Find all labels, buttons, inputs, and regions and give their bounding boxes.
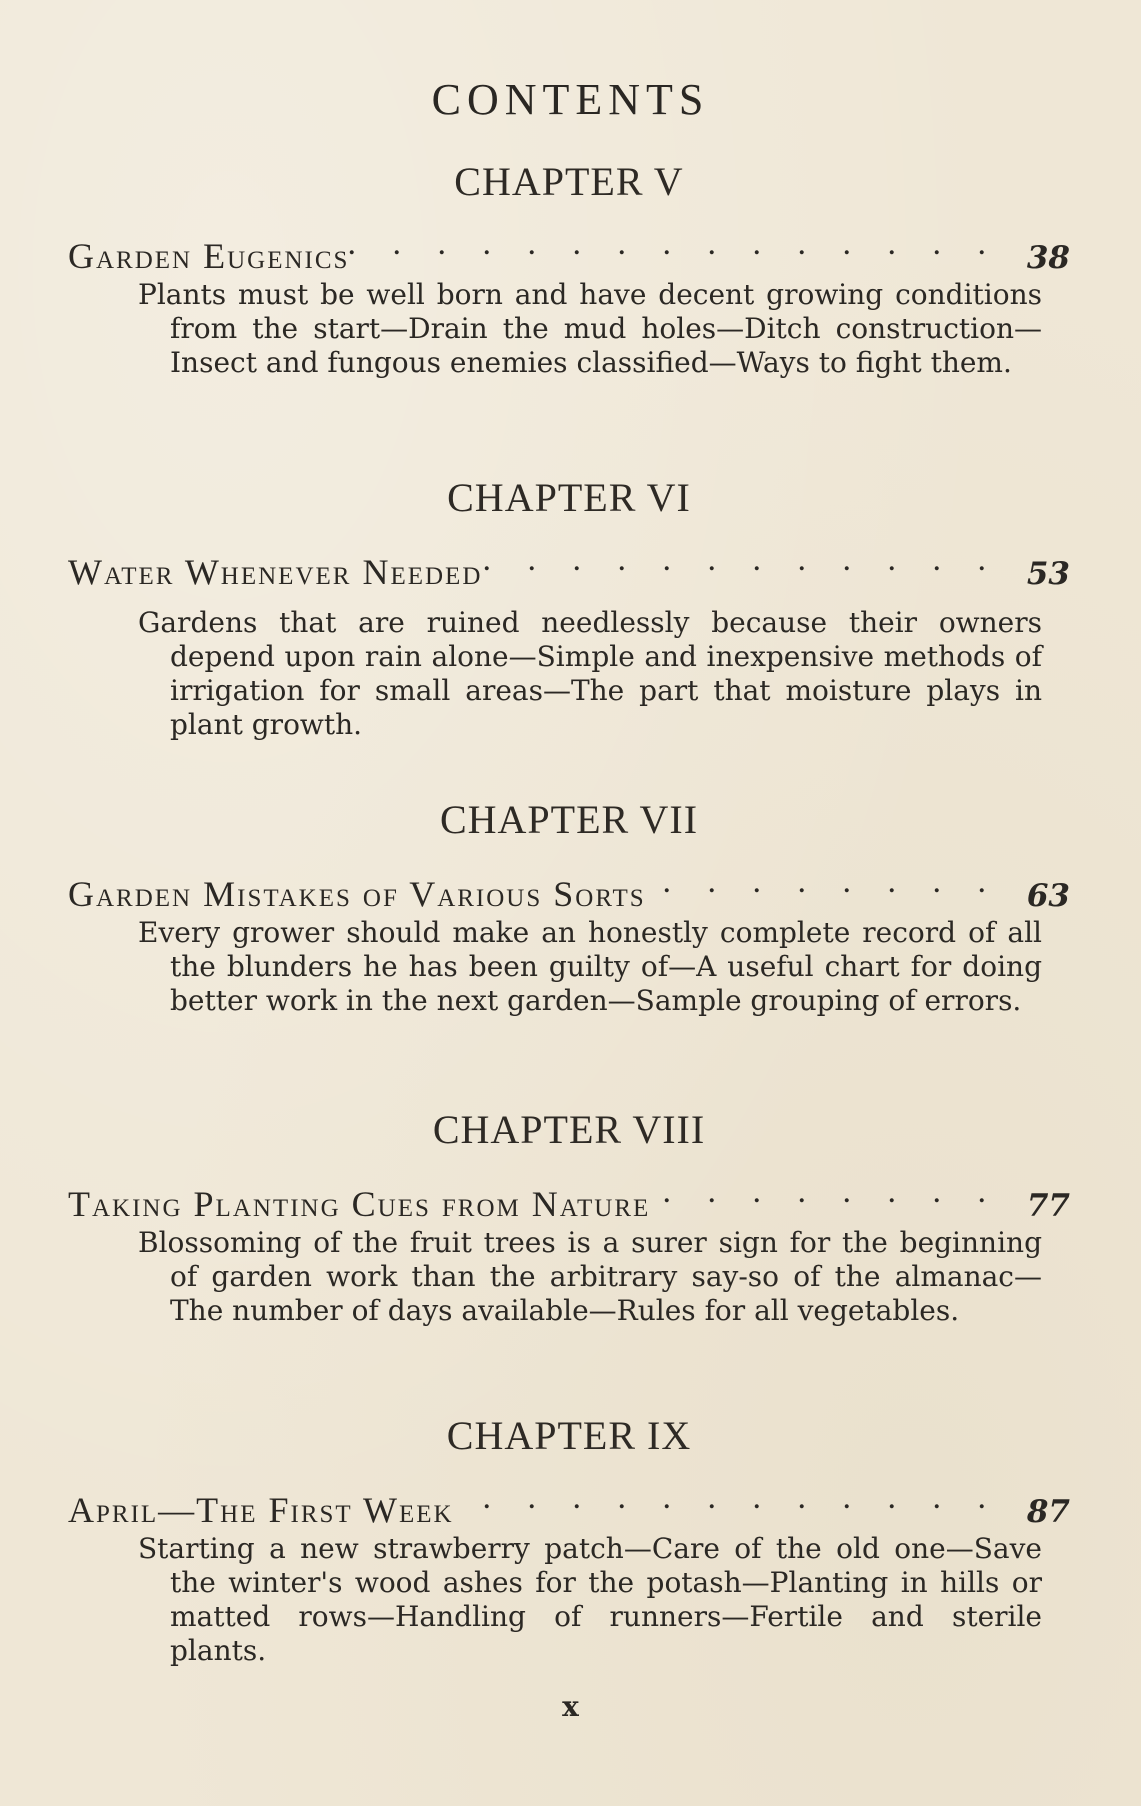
chapter-heading: CHAPTER VI	[447, 475, 691, 520]
page-number: 77	[1026, 1188, 1070, 1224]
page-number: 63	[1026, 878, 1070, 914]
page-number: 53	[1026, 556, 1070, 592]
summary-text: Starting a new strawberry patch—Care of the old one—Save the winter's wood ashes for the potash—Planting in hills or matted rows—Handling of runners—Fertile and sterile plants.	[138, 1532, 1042, 1667]
chapter-block	[68, 796, 1070, 1018]
dot-leader	[482, 536, 1026, 584]
chapter-block	[68, 474, 1070, 742]
entry-summary	[138, 278, 1042, 380]
chapter-block	[68, 158, 1070, 380]
summary-text: Every grower should make an honestly complete record of all the blunders he has been guilty of—A useful chart for doing better work in the next garden—Sample grouping of errors.	[138, 916, 1042, 1017]
dot-leader	[650, 1168, 1026, 1216]
page-number: 38	[1026, 240, 1070, 276]
dot-leader	[349, 220, 1026, 268]
chapter-heading: CHAPTER VII	[439, 797, 699, 842]
entry-summary	[138, 606, 1042, 742]
chapter-heading: CHAPTER VIII	[432, 1107, 706, 1152]
toc-entry	[68, 1474, 1070, 1530]
entry-title: Garden Mistakes of Various Sorts	[68, 874, 646, 914]
entry-summary	[138, 1532, 1042, 1668]
chapter-heading: CHAPTER V	[454, 159, 684, 204]
toc-entry	[68, 1168, 1070, 1224]
toc-entry	[68, 220, 1070, 276]
page-number: 87	[1026, 1494, 1070, 1530]
dot-leader	[454, 1474, 1026, 1522]
summary-text: Plants must be well born and have decent growing conditions from the start—Drain the mud holes—Ditch construction—Insect and fungous enemies classified—Ways to fight them.	[138, 278, 1042, 379]
page-folio: x	[562, 1690, 579, 1723]
entry-summary	[138, 1226, 1042, 1328]
entry-title: Water Whenever Needed	[68, 552, 483, 592]
summary-text: Blossoming of the fruit trees is a surer sign for the beginning of garden work than the arbitrary say-so of the almanac—The number of days available—Rules for all vegetables.	[138, 1226, 1042, 1327]
page-title: CONTENTS	[431, 75, 710, 124]
chapter-block	[68, 1412, 1070, 1668]
toc-entry	[68, 858, 1070, 914]
entry-title: Garden Eugenics	[68, 236, 350, 276]
chapter-block	[68, 1106, 1070, 1328]
toc-entry	[68, 536, 1070, 592]
dot-leader	[646, 858, 1026, 906]
summary-text: Gardens that are ruined needlessly because their owners depend upon rain alone—Simple and inexpensive methods of irrigation for small areas—The part that moisture plays in plant growth.	[138, 606, 1042, 741]
entry-title: April—The First Week	[68, 1490, 454, 1530]
entry-title: Taking Planting Cues from Nature	[68, 1184, 651, 1224]
entry-summary	[138, 916, 1042, 1018]
chapter-heading: CHAPTER IX	[446, 1413, 692, 1458]
